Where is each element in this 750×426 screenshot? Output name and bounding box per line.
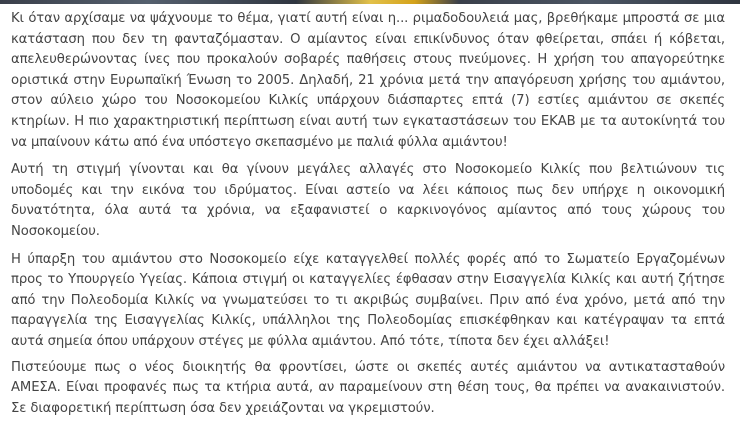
article-paragraph-2: Αυτή τη στιγμή γίνονται και θα γίνουν μεγάλες αλλαγές στο Νοσοκομείο Κιλκίς που βελτιώνουν τις υποδομές και την εικόνα του ιδρύματος. Είναι αστείο να λέει κάποιος πως δεν υπήρχε η οικονομική δυνατότητα, όλα αυτά τα χρόνια, να εξαφανιστεί ο καρκινογόνος αμίαντος από τους χώρους του Νοσοκομείου. xyxy=(11,162,725,239)
article-paragraph-3: Η ύπαρξη του αμιάντου στο Νοσοκομείο είχε καταγγελθεί πολλές φορές από το Σωματείο Εργαζομένων προς το Υπουργείο Υγείας. Κάποια στιγμή οι καταγγελίες έφθασαν στην Εισαγγελία Κιλκίς και αυτή ζήτησε από την Πολεοδομία Κιλκίς να γνωματεύσει το τι ακριβώς συμβαίνει. Πριν από ένα χρόνο, μετά από την παραγγελία της Εισαγγελίας Κιλκίς, υπάλληλοι της Πολεοδομίας επισκέφθηκαν και κατέγραψαν τα επτά αυτά σημεία όπου υπάρχουν στέγες με φύλλα αμιάντου. Από τότε, τίποτα δεν έχει αλλάξει! xyxy=(11,251,725,349)
article-image-edge xyxy=(0,0,740,4)
article-paragraph-4: Πιστεύουμε πως ο νέος διοικητής θα φροντίσει, ώστε οι σκεπές αυτές αμιάντου να αντικατασταθούν ΑΜΕΣΑ. Είναι προφανές πως τα κτήρια αυτά, αν παραμείνουν στη θέση τους, θα πρέπει να ανακαινιστούν. Σε διαφορετική περίπτωση όσα δεν χρειάζονται να γκρεμιστούν. xyxy=(11,359,725,416)
article-paragraph-1: Κι όταν αρχίσαμε να ψάχνουμε το θέμα, γιατί αυτή είναι η... ριμαδοδουλειά μας, βρεθήκαμε μπροστά σε μια κατάσταση που δεν τη φανταζόμασταν. Ο αμίαντος είναι επικίνδυνος όταν φθείρεται, σπάει ή κόβεται, απελευθερώνοντας ίνες που προκαλούν σοβαρές παθήσεις στους πνεύμονες. Η χρήση του απαγορεύτηκε οριστικά στην Ευρωπαϊκή Ένωση το 2005. Δηλαδή, 21 χρόνια μετά την απαγόρευση χρήσης του αμιάντου, στον αύλειο χώρο του Νοσοκομείου Κιλκίς υπάρχουν διάσπαρτες επτά (7) εστίες αμιάντου σε σκεπές κτηρίων. Η πιο χαρακτηριστική περίπτωση είναι αυτή των εγκαταστάσεων του ΕΚΑΒ με τα αυτοκίνητά του να μπαίνουν κάτω από ένα υπόστεγο σκεπασμένο με παλιά φύλλα αμιάντου! xyxy=(11,11,725,150)
article-body xyxy=(11,9,725,426)
